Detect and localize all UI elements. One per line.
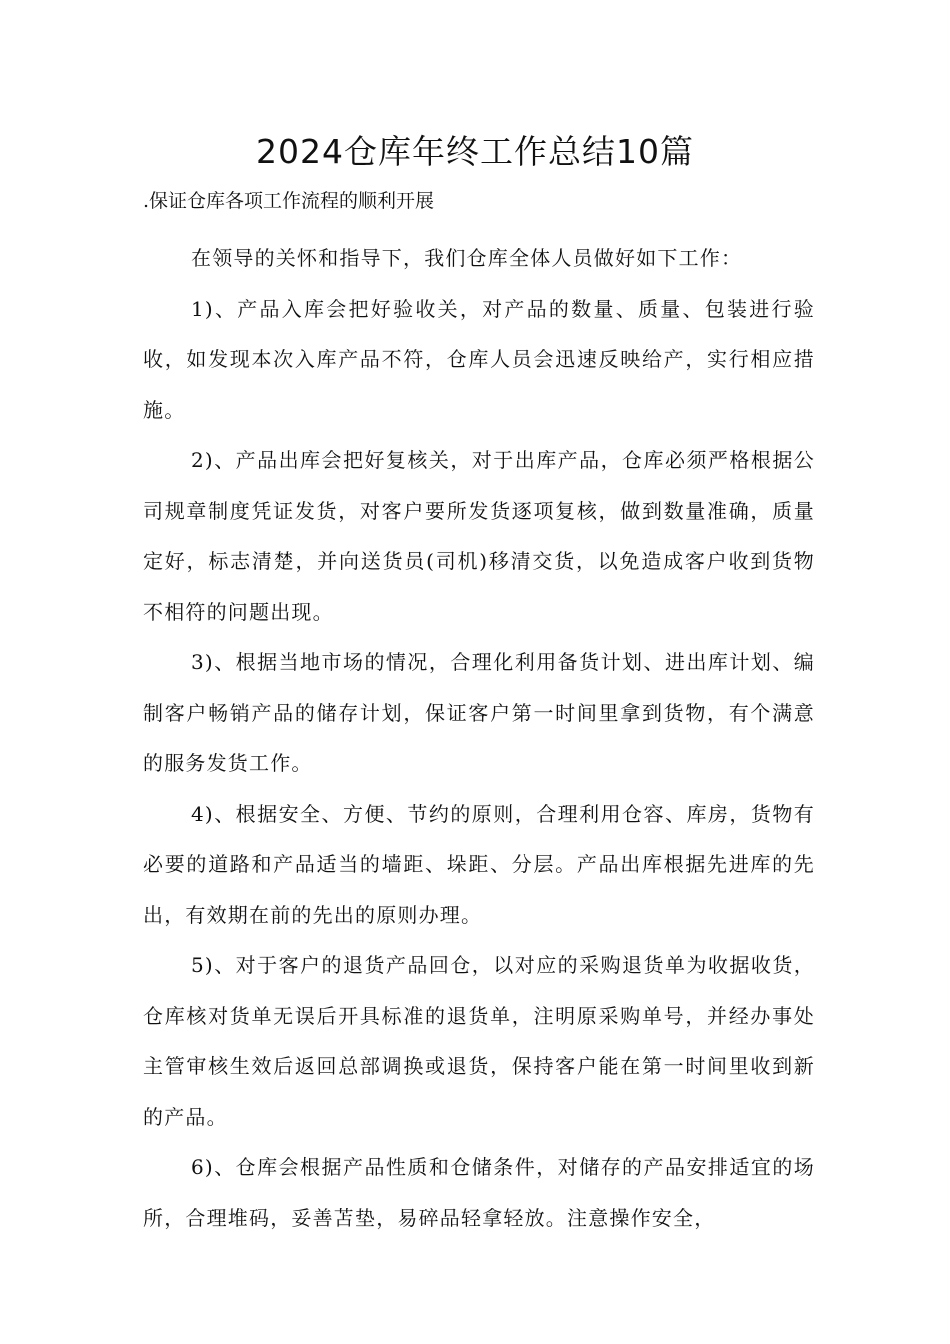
item-1-paragraph: 1)、产品入库会把好验收关，对产品的数量、质量、包装进行验收，如发现本次入库产品不符，仓库人员会迅速反映给产，实行相应措施。 — [143, 296, 815, 422]
item-3-paragraph: 3)、根据当地市场的情况，合理化利用备货计划、进出库计划、编制客户畅销产品的储存计划，保证客户第一时间里拿到货物，有个满意的服务发货工作。 — [143, 650, 815, 775]
document-title: 2024仓库年终工作总结10篇 — [256, 132, 694, 171]
item-5-paragraph: 5)、对于客户的退货产品回仓，以对应的采购退货单为收据收货，仓库核对货单无误后开具标准的退货单，注明原采购单号，并经办事处主管审核生效后返回总部调换或退货，保持客户能在第一时间里收到新的产品。 — [143, 953, 815, 1129]
document-body — [143, 233, 815, 1243]
section-heading: .保证仓库各项工作流程的顺利开展 — [143, 190, 435, 212]
item-2-paragraph: 2)、产品出库会把好复核关，对于出库产品，仓库必须严格根据公司规章制度凭证发货，对客户要所发货逐项复核，做到数量准确，质量定好，标志清楚，并向送货员(司机)移清交货，以免造成客户收到货物不相符的问题出现。 — [143, 448, 815, 624]
item-4-paragraph: 4)、根据安全、方便、节约的原则，合理利用仓容、库房，货物有必要的道路和产品适当的墙距、垛距、分层。产品出库根据先进库的先出，有效期在前的先出的原则办理。 — [143, 801, 815, 927]
intro-paragraph: 在领导的关怀和指导下，我们仓库全体人员做好如下工作： — [191, 246, 743, 270]
item-6-paragraph: 6)、仓库会根据产品性质和仓储条件，对储存的产品安排适宜的场所，合理堆码，妥善苫垫，易碎品轻拿轻放。注意操作安全， — [143, 1155, 815, 1230]
